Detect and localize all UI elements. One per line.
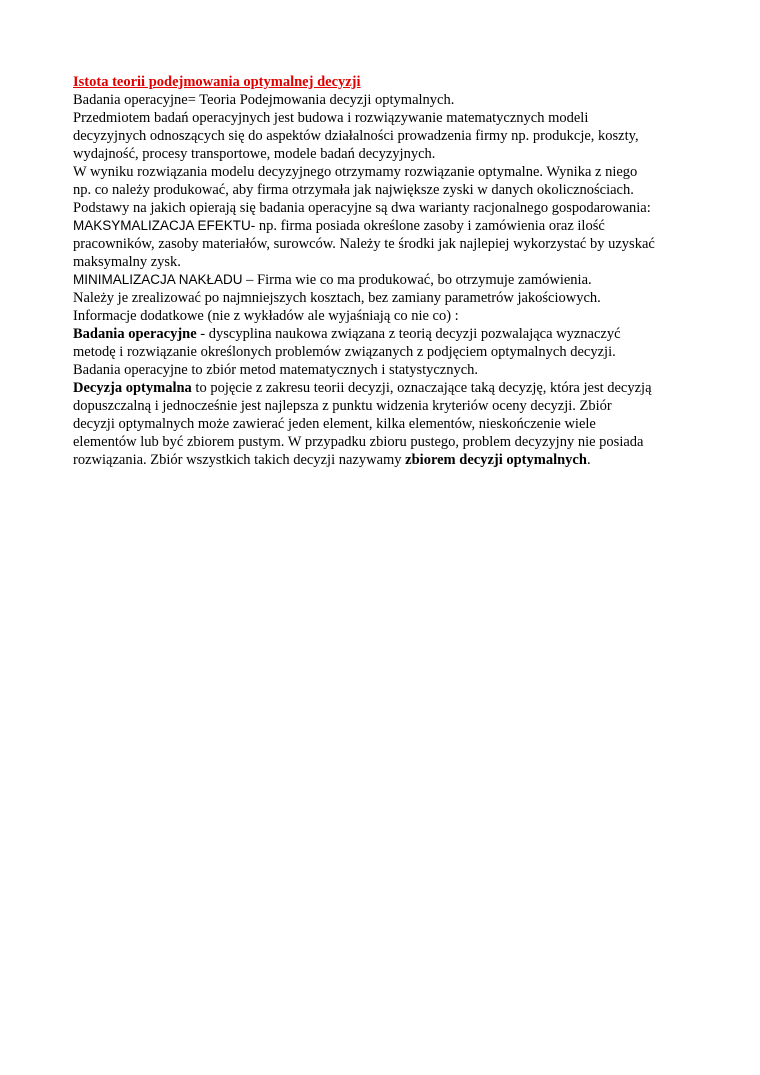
decyzja-definition: to pojęcie z zakresu teorii decyzji, oznaczające taką decyzję, która jest decyzją	[191, 380, 652, 396]
minimalizacja-label: MINIMALIZACJA NAKŁADU	[73, 272, 243, 287]
text-line: elementów lub być zbiorem pustym. W przypadku zbioru pustego, problem decyzyjny nie posiada	[73, 434, 644, 450]
final-line-start: rozwiązania. Zbiór wszystkich takich decyzji nazywamy	[73, 452, 406, 468]
final-line-end: .	[586, 452, 591, 468]
text-line: Należy je zrealizować po najmniejszych kosztach, bez zamiany parametrów jakościowych.	[73, 290, 601, 306]
text-line: decyzyjnych odnoszących się do aspektów działalności prowadzenia firmy np. produkcje, koszty,	[73, 128, 639, 144]
badania-definition: - dyscyplina naukowa związana z teorią decyzji pozwalająca wyznaczyć	[196, 326, 621, 342]
decyzja-term: Decyzja optymalna	[73, 380, 192, 396]
text-line: Podstawy na jakich opierają się badania operacyjne są dwa warianty racjonalnego gospodarowania:	[73, 200, 651, 216]
text-line: Badania operacyjne to zbiór metod matematycznych i statystycznych.	[73, 362, 479, 378]
minimalizacja-text: – Firma wie co ma produkować, bo otrzymuje zamówienia.	[242, 272, 592, 288]
text-line: dopuszczalną i jednocześnie jest najlepsza z punktu widzenia kryteriów oceny decyzji. Zbiór	[73, 398, 612, 414]
text-line: Badania operacyjne= Teoria Podejmowania decyzji optymalnych.	[73, 92, 455, 108]
document-body	[73, 73, 697, 469]
maksymalizacja-text: np. firma posiada określone zasoby i zamówienia oraz ilość	[255, 218, 605, 234]
final-line-term: zbiorem decyzji optymalnych	[405, 452, 587, 468]
maksymalizacja-line	[73, 217, 697, 235]
text-line: wydajność, procesy transportowe, modele badań decyzyjnych.	[73, 146, 436, 162]
text-line: maksymalny zysk.	[73, 254, 181, 270]
text-line: Przedmiotem badań operacyjnych jest budowa i rozwiązywanie matematycznych modeli	[73, 110, 589, 126]
text-line: metodę i rozwiązanie określonych problemów związanych z podjęciem optymalnych decyzji.	[73, 344, 616, 360]
badania-term: Badania operacyjne	[73, 326, 197, 342]
document-title: Istota teorii podejmowania optymalnej decyzji	[73, 74, 361, 90]
maksymalizacja-label: MAKSYMALIZACJA EFEKTU-	[73, 218, 256, 233]
badania-definition-line	[73, 325, 697, 343]
text-line: pracowników, zasoby materiałów, surowców. Należy te środki jak najlepiej wykorzystać by uzyskać	[73, 236, 655, 252]
text-line: W wyniku rozwiązania modelu decyzyjnego otrzymamy rozwiązanie optymalne. Wynika z niego	[73, 164, 638, 180]
text-line: decyzji optymalnych może zawierać jeden element, kilka elementów, nieskończenie wiele	[73, 416, 596, 432]
final-line	[73, 451, 697, 469]
text-line: np. co należy produkować, aby firma otrzymała jak największe zyski w danych okolicznościach.	[73, 182, 634, 198]
decyzja-definition-line	[73, 379, 697, 397]
minimalizacja-line	[73, 271, 697, 289]
text-line: Informacje dodatkowe (nie z wykładów ale wyjaśniają co nie co) :	[73, 308, 459, 324]
